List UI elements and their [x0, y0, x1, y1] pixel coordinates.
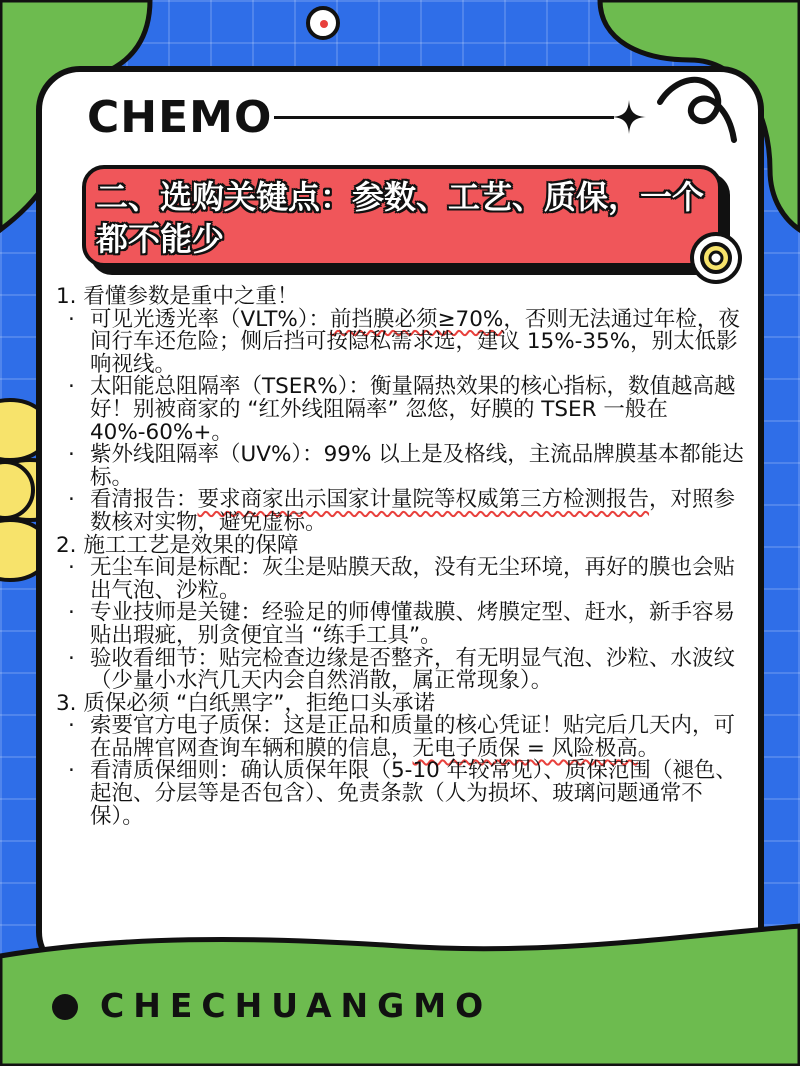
banner-title: 二、选购关键点：参数、工艺、质保，一个都不能少: [96, 178, 705, 258]
item-text: 专业技师是关键：经验足的师傅懂裁膜、烤膜定型、赶水，新手容易贴出瑕疵，别贪便宜当 “练手工具”。: [90, 600, 736, 648]
item-text-continued: ，否则无法通过年检，夜间行车还危险；侧后挡可按隐私需求选，建议 15%-35%，别太低影响视线。: [90, 306, 740, 377]
footer-brand: CHECHUANGMO: [100, 986, 493, 1025]
highlighted-text: 前挡膜必须≥70%: [330, 306, 504, 332]
item-text: 索要官方电子质保：这是正品和质量的核心凭证！贴完后几天内，可在品牌官网查询车辆和膜的信息，: [90, 713, 736, 761]
bullet: ·: [68, 374, 75, 400]
brand-divider-line: [274, 116, 614, 119]
item-text-continued: ，对照参数核对实物，避免虚标。: [90, 487, 736, 535]
section-title: 1. 看懂参数是重中之重！: [56, 284, 299, 309]
ring-badge-icon: [686, 228, 746, 288]
section-banner: [82, 165, 722, 267]
bullet: ·: [68, 442, 75, 468]
list-item: [56, 645, 750, 694]
section-1: [56, 286, 750, 535]
bullet: ·: [68, 306, 75, 332]
bullet: ·: [68, 713, 75, 739]
list-item: [56, 306, 750, 377]
item-text: 紫外线阻隔率（UV%）：99% 以上是及格线，主流品牌膜基本都能达标。: [90, 442, 744, 490]
footer-dot-icon: [52, 994, 78, 1020]
bullet: ·: [68, 487, 75, 513]
bullet: ·: [68, 645, 75, 671]
brand-title: CHEMO: [87, 92, 273, 143]
item-text: 可见光透光率（VLT%）：: [90, 306, 331, 332]
article-body: [56, 286, 750, 828]
bullet: ·: [68, 600, 75, 626]
list-item: [56, 602, 750, 647]
list-item: [56, 715, 750, 760]
item-text: 验收看细节：贴完检查边缘是否整齐，有无明显气泡、沙粒、水波纹（少量小水汽几天内会自然消散，属正常现象）。: [90, 645, 736, 694]
item-text: 看清报告：: [90, 487, 198, 513]
list-item: [56, 444, 750, 489]
highlighted-text: 要求商家出示国家计量院等权威第三方检测报告: [197, 487, 650, 513]
item-text: 无尘车间是标配：灰尘是贴膜天敌，没有无尘环境，再好的膜也会贴出气泡、沙粒。: [90, 555, 736, 603]
item-text: 看清质保细则：确认质保年限（5-10 年较常见）、质保范围（褪色、起泡、分层等是否包含）、免责条款（人为损坏、玻璃问题通常不保）。: [90, 758, 737, 829]
item-text-continued: 。: [637, 735, 660, 761]
card-pin-icon: [306, 6, 340, 40]
list-item: [56, 376, 750, 444]
bullet: ·: [68, 555, 75, 581]
list-item: [56, 557, 750, 602]
item-text: 太阳能总阻隔率（TSER%）：衡量隔热效果的核心指标，数值越高越好！别被商家的 “红外线阻隔率” 忽悠，好膜的 TSER 一般在 40%-60%+。: [90, 374, 736, 445]
sparkle-icon: [612, 100, 646, 134]
highlighted-text: 无电子质保 = 风险极高: [412, 735, 638, 761]
list-item: [56, 489, 750, 534]
pin-dot: [320, 20, 328, 28]
section-2: [56, 532, 750, 694]
bullet: ·: [68, 758, 75, 784]
squiggle-icon: [652, 62, 742, 152]
section-3: [56, 690, 750, 829]
section-title: 2. 施工工艺是效果的保障: [56, 532, 299, 558]
list-item: [56, 760, 750, 828]
section-title: 3. 质保必须 “白纸黑字”，拒绝口头承诺: [56, 690, 435, 716]
